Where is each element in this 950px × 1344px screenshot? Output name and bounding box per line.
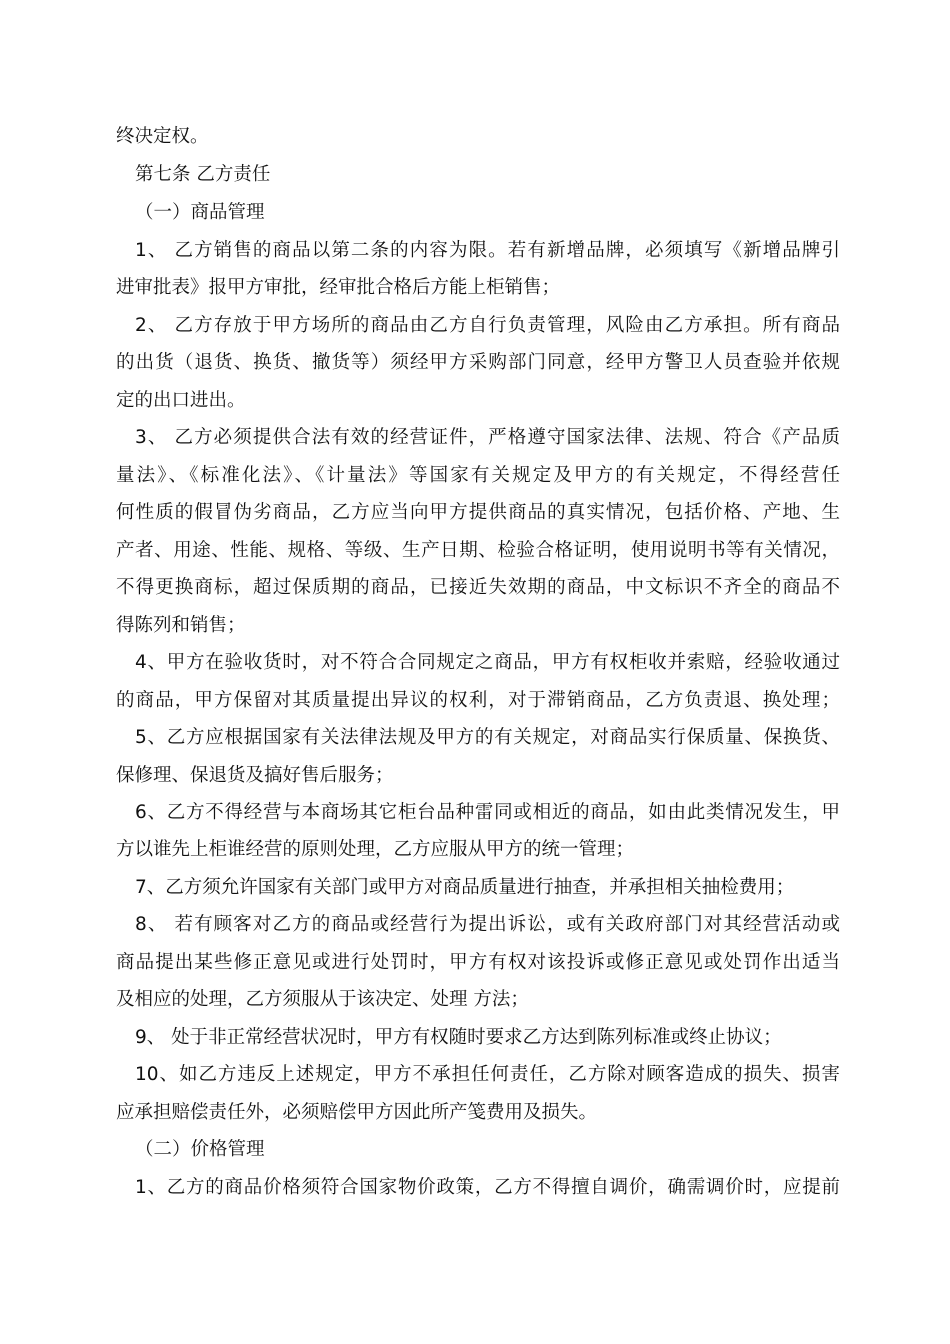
paragraph-line: 5、乙方应根据国家有关法律法规及甲方的有关规定，对商品实行保质量、保换货、	[135, 727, 840, 748]
paragraph-line: 及相应的处理，乙方须服从于该决定、处理 方法；	[116, 989, 529, 1010]
paragraph-line: 9、 处于非正常经营状况时，甲方有权随时要求乙方达到陈列标准或终止协议；	[135, 1027, 782, 1048]
paragraph-line: 得陈列和销售；	[116, 615, 246, 636]
paragraph-line: 应承担赔偿责任外，必须赔偿甲方因此所产笺费用及损失。	[116, 1102, 598, 1123]
paragraph-line: 4、甲方在验收货时，对不符合合同规定之商品，甲方有权柜收并索赔，经验收通过	[135, 652, 840, 673]
paragraph-line: 保修理、保退货及搞好售后服务；	[116, 765, 394, 786]
paragraph-line: 1、 乙方销售的商品以第二条的内容为限。若有新增品牌，必须填写《新增品牌引	[135, 240, 840, 261]
subsection-heading: （二）价格管理	[135, 1139, 265, 1160]
paragraph-line: 8、 若有顾客对乙方的商品或经营行为提出诉讼，或有关政府部门对其经营活动或	[135, 914, 840, 935]
paragraph-line: 10、如乙方违反上述规定，甲方不承担任何责任，乙方除对顾客造成的损失、损害	[135, 1064, 840, 1085]
paragraph-line: 7、乙方须允许国家有关部门或甲方对商品质量进行抽查，并承担相关抽检费用；	[135, 877, 795, 898]
paragraph-line: 的商品，甲方保留对其质量提出异议的权利，对于滞销商品，乙方负责退、换处理；	[116, 690, 840, 711]
paragraph-line: 终决定权。	[116, 126, 209, 147]
paragraph-line: 定的出口进出。	[116, 390, 246, 411]
paragraph-line: 商品提出某些修正意见或进行处罚时，甲方有权对该投诉或修正意见或处罚作出适当	[116, 952, 840, 973]
paragraph-line: 的出货（退货、换货、撤货等）须经甲方采购部门同意，经甲方警卫人员查验并依规	[116, 352, 840, 373]
paragraph-line: 进审批表》报甲方审批，经审批合格后方能上柜销售；	[116, 277, 561, 298]
paragraph-line: 量法》、《标准化法》、《计量法》等国家有关规定及甲方的有关规定，不得经营任	[116, 465, 840, 486]
paragraph-line: 何性质的假冒伪劣商品，乙方应当向甲方提供商品的真实情况，包括价格、产地、生	[116, 502, 840, 523]
paragraph-line: 产者、用途、性能、规格、等级、生产日期、检验合格证明，使用说明书等有关情况，	[116, 540, 840, 561]
paragraph-line: 1、乙方的商品价格须符合国家物价政策，乙方不得擅自调价，确需调价时，应提前	[135, 1177, 840, 1198]
section-heading: 第七条 乙方责任	[135, 164, 271, 185]
subsection-heading: （一）商品管理	[135, 202, 265, 223]
paragraph-line: 3、 乙方必须提供合法有效的经营证件，严格遵守国家法律、法规、符合《产品质	[135, 427, 840, 448]
paragraph-line: 2、 乙方存放于甲方场所的商品由乙方自行负责管理，风险由乙方承担。所有商品	[135, 315, 840, 336]
paragraph-line: 6、乙方不得经营与本商场其它柜台品种雷同或相近的商品，如由此类情况发生，甲	[135, 802, 840, 823]
paragraph-line: 不得更换商标，超过保质期的商品，已接近失效期的商品，中文标识不齐全的商品不	[116, 577, 840, 598]
paragraph-line: 方以谁先上柜谁经营的原则处理，乙方应服从甲方的统一管理；	[116, 839, 635, 860]
